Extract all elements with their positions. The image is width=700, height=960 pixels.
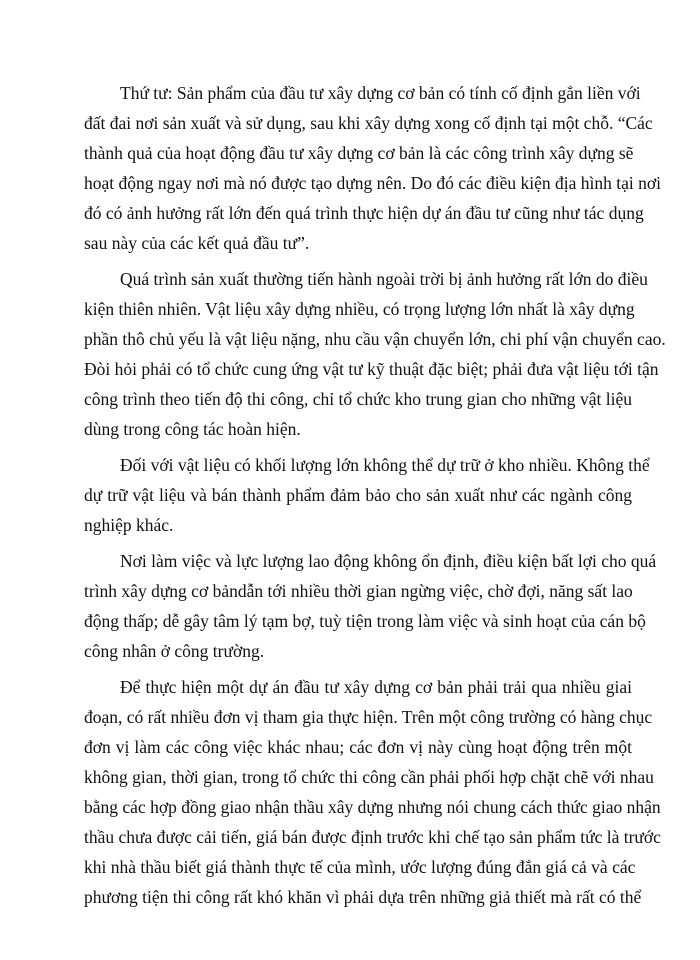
text-line: công nhân ở công trường. — [84, 641, 265, 661]
text-line: nghiệp khác. — [84, 515, 174, 535]
text-line: bằng các hợp đồng giao nhận thầu xây dựng nhưng nói chung cách thức giao nhận — [84, 797, 661, 817]
text-line: thầu chưa được cải tiến, giá bán được định trước khi chế tạo sản phẩm tức là trước — [84, 827, 661, 847]
paragraph-2 — [84, 264, 666, 444]
text-line: không gian, thời gian, trong tổ chức thi công cần phải phối hợp chặt chẽ với nhau — [84, 767, 654, 787]
text-line: phương tiện thi công rất khó khăn vì phải dựa trên những giả thiết mà rất có thể — [84, 887, 642, 907]
text-line: đơn vị làm các công việc khác nhau; các đơn vị này cùng hoạt động trên một — [84, 737, 632, 757]
text-line: công trình theo tiến độ thi công, chỉ tổ chức kho trung gian cho những vật liệu — [84, 389, 632, 409]
text-line: sau này của các kết quả đầu tư”. — [84, 233, 310, 253]
text-line: khi nhà thầu biết giá thành thực tế của mình, ước lượng đúng đắn giá cả và các — [84, 857, 636, 877]
paragraph-1 — [84, 78, 661, 258]
text-line: dự trữ vật liệu và bán thành phẩm đảm bảo cho sản xuất như các ngành công — [84, 485, 632, 505]
text-line: đất đai nơi sản xuất và sử dụng, sau khi xây dựng xong cố định tại một chỗ. “Các — [84, 113, 653, 133]
text-line: Để thực hiện một dự án đầu tư xây dựng cơ bản phải trải qua nhiều giai — [120, 677, 632, 697]
paragraph-5 — [84, 672, 661, 912]
text-line: Đòi hỏi phải có tổ chức cung ứng vật tư kỹ thuật đặc biệt; phải đưa vật liệu tới tận — [84, 359, 659, 379]
paragraph-4 — [84, 546, 657, 666]
document-page — [84, 78, 666, 912]
paragraph-3 — [84, 450, 650, 540]
text-line: đoạn, có rất nhiều đơn vị tham gia thực hiện. Trên một công trường có hàng chục — [84, 707, 653, 727]
text-line: phần thô chủ yếu là vật liệu nặng, nhu cầu vận chuyển lớn, chi phí vận chuyển cao. — [84, 329, 666, 349]
text-line: trình xây dựng cơ bảndẫn tới nhiều thời gian ngừng việc, chờ đợi, năng sất lao — [84, 581, 633, 601]
text-line: Quá trình sản xuất thường tiến hành ngoài trời bị ảnh hưởng rất lớn do điều — [120, 269, 648, 289]
text-line: Thứ tư: Sản phẩm của đầu tư xây dựng cơ bản có tính cố định gắn liền với — [120, 83, 641, 103]
text-line: kiện thiên nhiên. Vật liệu xây dựng nhiều, có trọng lượng lớn nhất là xây dựng — [84, 299, 635, 319]
text-line: dùng trong công tác hoàn hiện. — [84, 419, 301, 439]
text-line: đó có ảnh hưởng rất lớn đến quá trình thực hiện dự án đầu tư cũng như tác dụng — [84, 203, 644, 223]
text-line: hoạt động ngay nơi mà nó được tạo dựng nên. Do đó các điều kiện địa hình tại nơi — [84, 173, 661, 193]
text-line: Nơi làm việc và lực lượng lao động không ổn định, điều kiện bất lợi cho quá — [120, 551, 657, 571]
text-line: Đối với vật liệu có khối lượng lớn không thể dự trữ ở kho nhiều. Không thể — [120, 455, 650, 475]
text-line: thành quả của hoạt động đầu tư xây dựng cơ bản là các công trình xây dựng sẽ — [84, 143, 634, 163]
text-line: động thấp; dễ gây tâm lý tạm bợ, tuỳ tiện trong làm việc và sinh hoạt của cán bộ — [84, 611, 646, 631]
